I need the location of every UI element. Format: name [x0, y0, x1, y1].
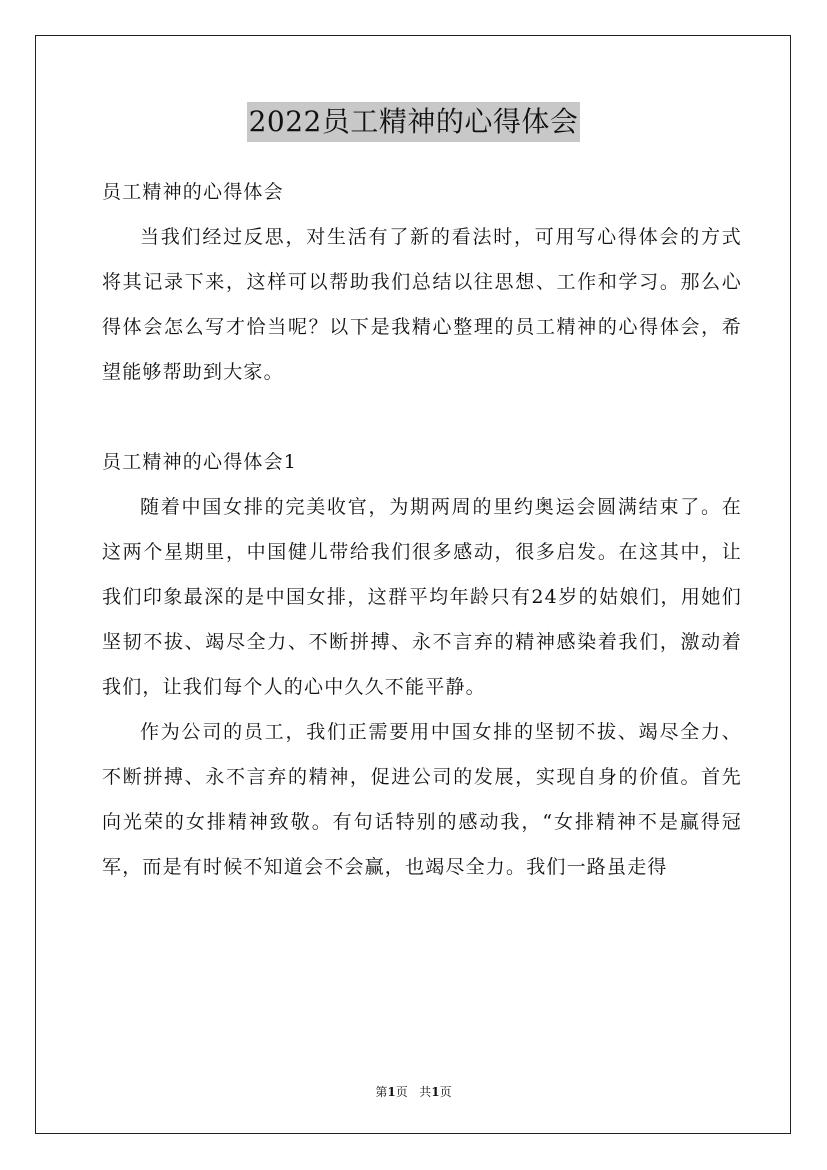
intro-heading: 员工精神的心得体会 [102, 181, 284, 203]
footer-page-prefix: 第 [375, 1085, 388, 1099]
document-title: 2022员工精神的心得体会 [247, 102, 581, 142]
document-body [102, 170, 742, 890]
section1-paragraph-2: 作为公司的员工，我们正需要用中国女排的坚韧不拔、竭尽全力、不断拼搏、永不言弃的精神，促进公司的发展，实现自身的价值。首先向光荣的女排精神致敬。有句话特别的感动我，“女排精神不是赢得冠军，而是有时候不知道会不会赢，也竭尽全力。我们一路虽走得 [102, 721, 742, 878]
intro-paragraph: 当我们经过反思，对生活有了新的看法时，可用写心得体会的方式将其记录下来，这样可以帮助我们总结以往思想、工作和学习。那么心得体会怎么写才恰当呢？以下是我精心整理的员工精神的心得体会，希望能够帮助到大家。 [102, 226, 742, 383]
footer-page-current: 1 [387, 1085, 396, 1099]
page-footer [0, 1083, 827, 1101]
section1-paragraph-1: 随着中国女排的完美收官，为期两周的里约奥运会圆满结束了。在这两个星期里，中国健儿带给我们很多感动，很多启发。在这其中，让我们印象最深的是中国女排，这群平均年龄只有24岁的姑娘们，用她们坚韧不拔、竭尽全力、不断拼搏、永不言弃的精神感染着我们，激动着我们，让我们每个人的心中久久不能平静。 [102, 496, 742, 698]
footer-page-mid: 页 共 [395, 1085, 432, 1099]
title-container [0, 102, 827, 142]
footer-page-total: 1 [431, 1085, 440, 1099]
section1-heading: 员工精神的心得体会1 [102, 451, 298, 473]
section-spacer [102, 395, 742, 440]
footer-page-suffix: 页 [439, 1085, 452, 1099]
